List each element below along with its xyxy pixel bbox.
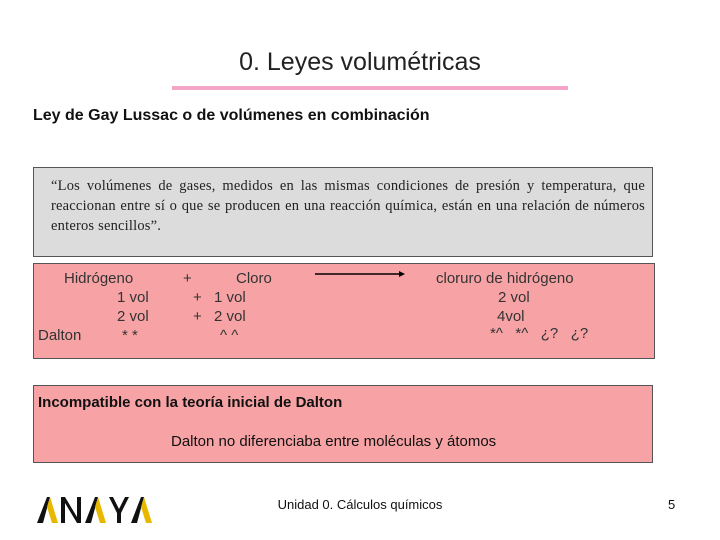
incompatibility-title: Incompatible con la teoría inicial de Dalton [38,394,343,411]
law-quote: “Los volúmenes de gases, medidos en las mismas condiciones de presión y temperatura, que reaccionan entre sí o que se producen en una reacción química, están en una relación de números enteros sencillos”. [51,178,645,234]
dalton-hydrogen-symbols: * * [122,327,138,344]
footer-unit-title: Unidad 0. Cálculos químicos [277,497,443,512]
reaction-arrow-icon [315,264,405,284]
row2-reactant2-volume: 2 vol [214,308,246,325]
row1-reactant2-volume: 1 vol [214,289,246,306]
reactant-hydrogen: Hidrógeno [64,270,134,287]
page-number: 5 [668,497,676,512]
dalton-label: Dalton [38,327,82,344]
slide-title: 0. Leyes volumétricas [239,48,481,76]
row1-reactant1-volume: 1 vol [117,289,149,306]
row1-plus: + [193,289,202,306]
product-hcl: cloruro de hidrógeno [436,270,574,287]
dalton-note: Dalton no diferenciaba entre moléculas y átomos [171,433,497,450]
dalton-product-symbols: *^ *^ ¿? ¿? [490,325,589,342]
row2-plus: + [193,308,202,325]
reactant-chlorine: Cloro [236,270,272,287]
row1-product-volume: 2 vol [498,289,530,306]
dalton-chlorine-symbols: ^ ^ [220,327,239,344]
title-underline [172,86,568,90]
slide-subtitle: Ley de Gay Lussac o de volúmenes en combinación [33,107,430,124]
plus-sign: + [183,270,192,287]
row2-product-volume: 4vol [497,308,525,325]
row2-reactant1-volume: 2 vol [117,308,149,325]
